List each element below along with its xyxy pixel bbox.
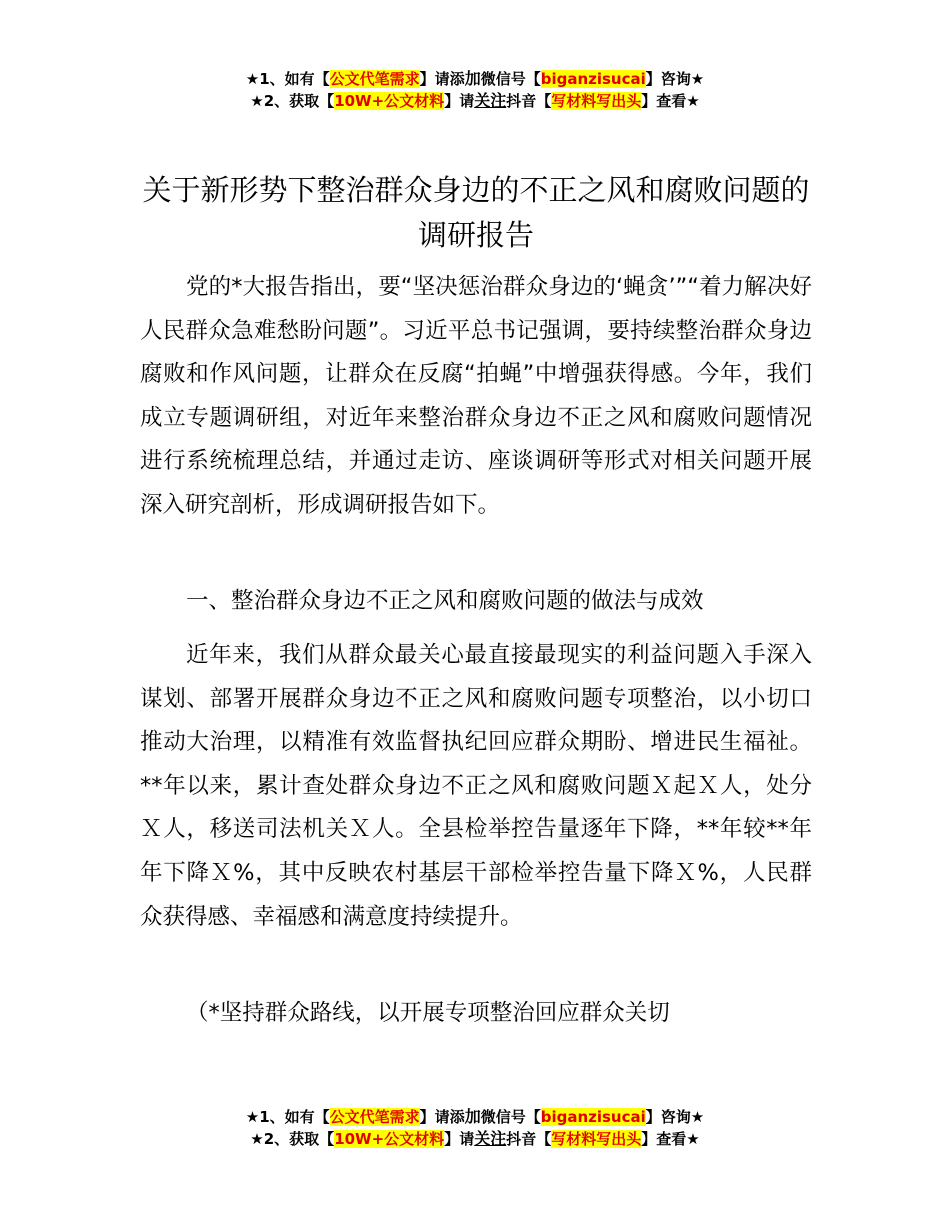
paragraph-subheading: （*坚持群众路线，以开展专项整治回应群众关切 — [186, 1000, 670, 1026]
banner-l1-mid1: 】请添 — [419, 70, 465, 88]
banner-l2-suffix: 】查看★ — [641, 92, 700, 110]
banner-l1-prefix: ★1、如有【 — [245, 1108, 330, 1126]
banner-l1-suffix: 】咨询★ — [645, 1108, 705, 1126]
banner-l2-underline: 关注 — [474, 1129, 507, 1148]
banner-line-1 — [0, 68, 950, 90]
banner-l1-suffix: 】咨询★ — [645, 70, 705, 88]
banner-l2-highlight-materials: 10W+公文材料 — [334, 92, 445, 110]
banner-line-2 — [0, 1128, 950, 1150]
paragraph-section-1: 近年来，我们从群众最关心最直接最现实的利益问题入手深入谋划、部署开展群众身边不正之风和腐败问题专项整治，以小切口推动大治理，以精准有效监督执纪回应群众期盼、增进民生福祉。**年以来，累计查处群众身边不正之风和腐败问题Ｘ起Ｘ人，处分Ｘ人，移送司法机关Ｘ人。全县检举控告量逐年下降，**年较**年年下降Ｘ%，其中反映农村基层干部检举控告量下降Ｘ%，人民群众获得感、幸福感和满意度持续提升。 — [140, 642, 812, 930]
document-title: 关于新形势下整治群众身边的不正之风和腐败问题的调研报告 — [142, 173, 810, 252]
banner-l1-mid2: 微信号【 — [480, 1108, 541, 1126]
banner-line-1 — [0, 1106, 950, 1128]
banner-l1-prefix: ★1、如有【 — [245, 70, 330, 88]
banner-l2-mid1: 】请 — [444, 92, 475, 110]
banner-l2-prefix: ★2、获取【 — [250, 1130, 335, 1148]
banner-l2-mid2: 抖音【 — [506, 92, 552, 110]
bottom-banner — [0, 1106, 950, 1150]
banner-l2-mid1: 】请 — [444, 1130, 475, 1148]
banner-l1-highlight-wechat: biganzisucai — [540, 1108, 646, 1126]
banner-l2-highlight-douyin: 写材料写出头 — [551, 92, 642, 110]
section-heading-1: 一、整治群众身边不正之风和腐败问题的做法与成效 — [186, 588, 704, 614]
banner-l2-highlight-materials: 10W+公文材料 — [334, 1130, 445, 1148]
banner-l1-highlight-service: 公文代笔需求 — [329, 1108, 420, 1126]
banner-l2-suffix: 】查看★ — [641, 1130, 700, 1148]
banner-l1-highlight-wechat: biganzisucai — [540, 70, 646, 88]
banner-l2-prefix: ★2、获取【 — [250, 92, 335, 110]
banner-l1-bold: 加 — [464, 1107, 481, 1126]
banner-l1-mid2: 微信号【 — [480, 70, 541, 88]
banner-l2-highlight-douyin: 写材料写出头 — [551, 1130, 642, 1148]
banner-line-2 — [0, 90, 950, 112]
banner-l2-underline: 关注 — [474, 91, 507, 110]
banner-l1-bold: 加 — [464, 69, 481, 88]
banner-l2-mid2: 抖音【 — [506, 1130, 552, 1148]
banner-l1-highlight-service: 公文代笔需求 — [329, 70, 420, 88]
banner-l1-mid1: 】请添 — [419, 1108, 465, 1126]
paragraph-intro: 党的*大报告指出，要“坚决惩治群众身边的‘蝇贪’”“着力解决好人民群众急难愁盼问题”。习近平总书记强调，要持续整治群众身边腐败和作风问题，让群众在反腐“拍蝇”中增强获得感。今年，我们成立专题调研组，对近年来整治群众身边不正之风和腐败问题情况进行系统梳理总结，并通过走访、座谈调研等形式对相关问题开展深入研究剖析，形成调研报告如下。 — [140, 274, 812, 518]
top-banner — [0, 68, 950, 112]
